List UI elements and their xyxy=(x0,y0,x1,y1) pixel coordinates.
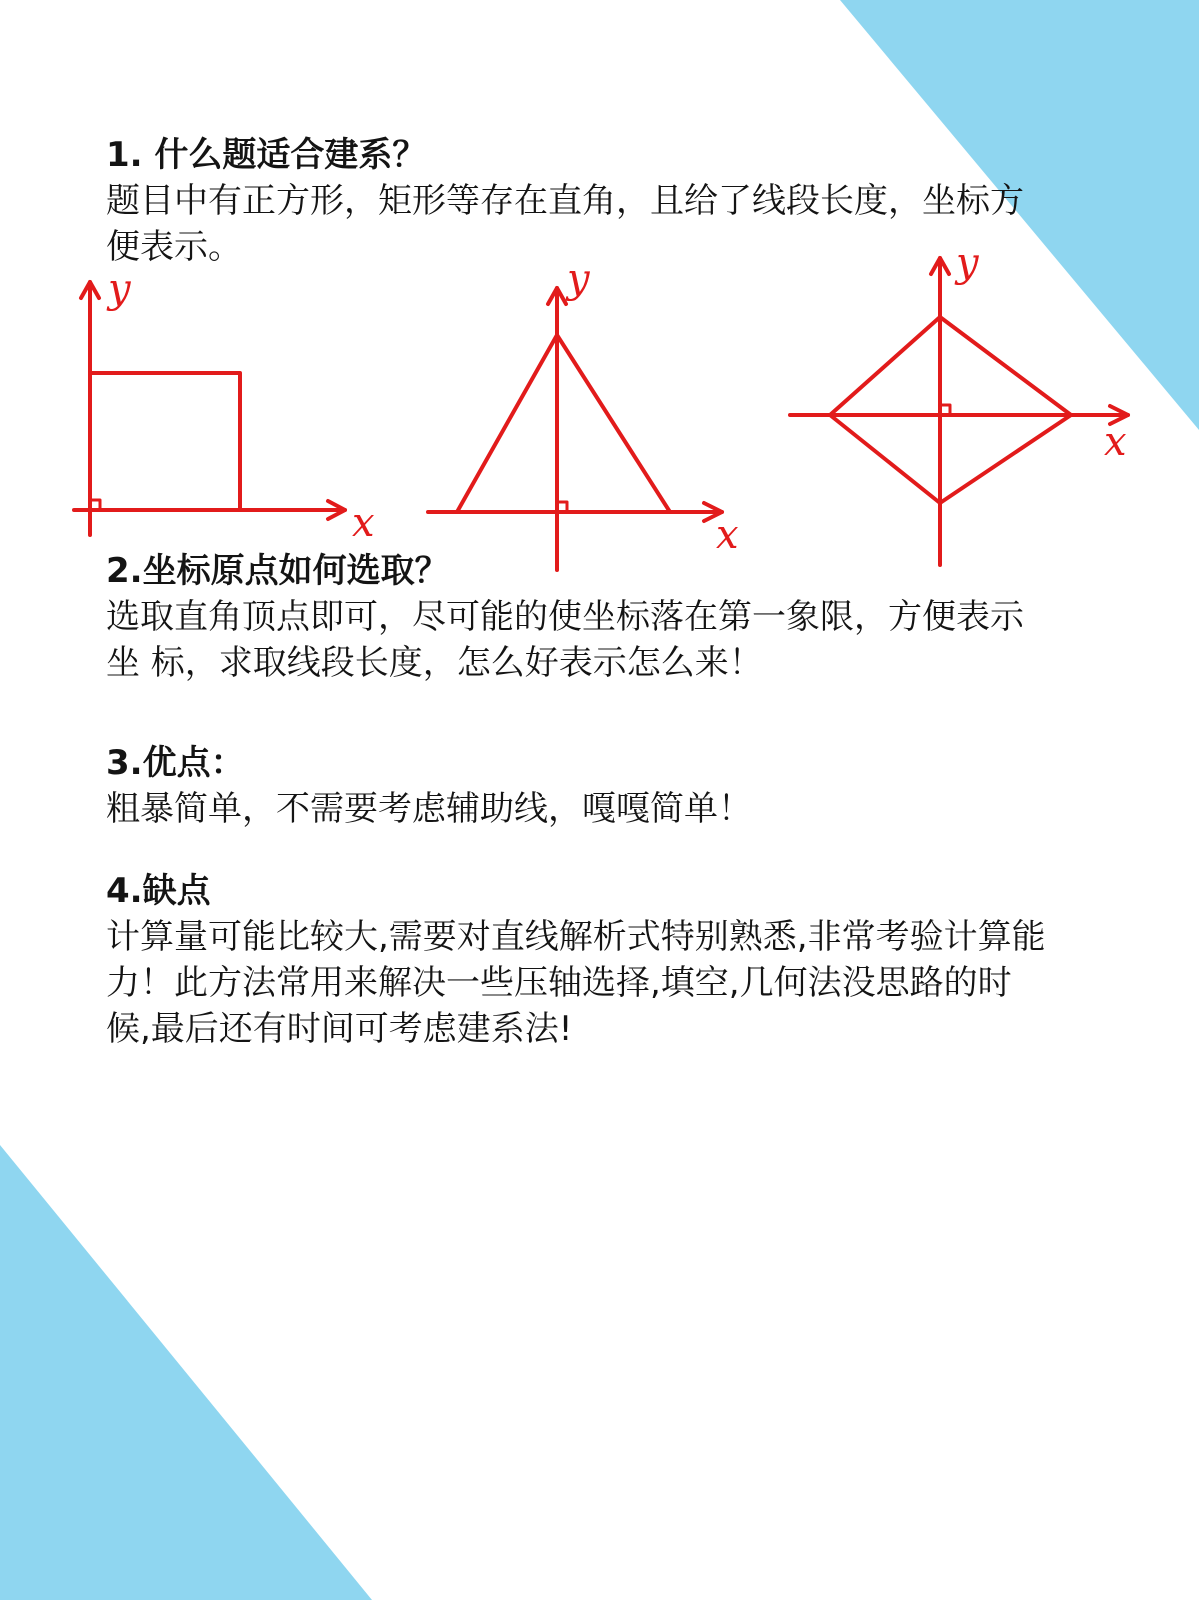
rhombus-y-label: y xyxy=(956,240,979,286)
triangle-y-label: y xyxy=(567,256,590,302)
triangle-shape xyxy=(457,335,670,512)
triangle-x-label: x xyxy=(716,512,739,558)
square-y-label: y xyxy=(108,266,131,312)
section-2-question: 2.坐标原点如何选取？ xyxy=(106,551,449,591)
section-1-question: 1. 什么题适合建系？ xyxy=(106,135,427,175)
section-4-answer: 计算量可能比较大,需要对直线解析式特别熟悉,非常考验计算能力！此方法常用来解决一些压轴选择,填空,几何法没思路的时候,最后还有时间可考虑建系法! xyxy=(106,917,1046,1049)
section-3-question: 3.优点： xyxy=(106,743,245,783)
triangle-diagram xyxy=(428,288,722,570)
rhombus-x-label: x xyxy=(1104,419,1127,465)
section-4-question: 4.缺点 xyxy=(106,871,211,911)
section-1-answer: 题目中有正方形，矩形等存在直角，且给了线段长度，坐标方便表示。 xyxy=(106,181,1024,267)
section-2 xyxy=(106,548,1046,686)
section-3 xyxy=(106,740,1046,832)
rhombus-diagram xyxy=(790,258,1128,565)
section-2-answer: 选取直角顶点即可，尽可能的使坐标落在第一象限，方便表示坐 标，求取线段长度，怎么好表示怎么来！ xyxy=(106,597,1024,683)
section-3-answer: 粗暴简单，不需要考虑辅助线，嘎嘎简单！ xyxy=(106,789,752,829)
square-x-label: x xyxy=(352,500,375,546)
square-shape xyxy=(90,373,240,510)
section-4 xyxy=(106,868,1046,1052)
square-diagram xyxy=(74,282,345,535)
